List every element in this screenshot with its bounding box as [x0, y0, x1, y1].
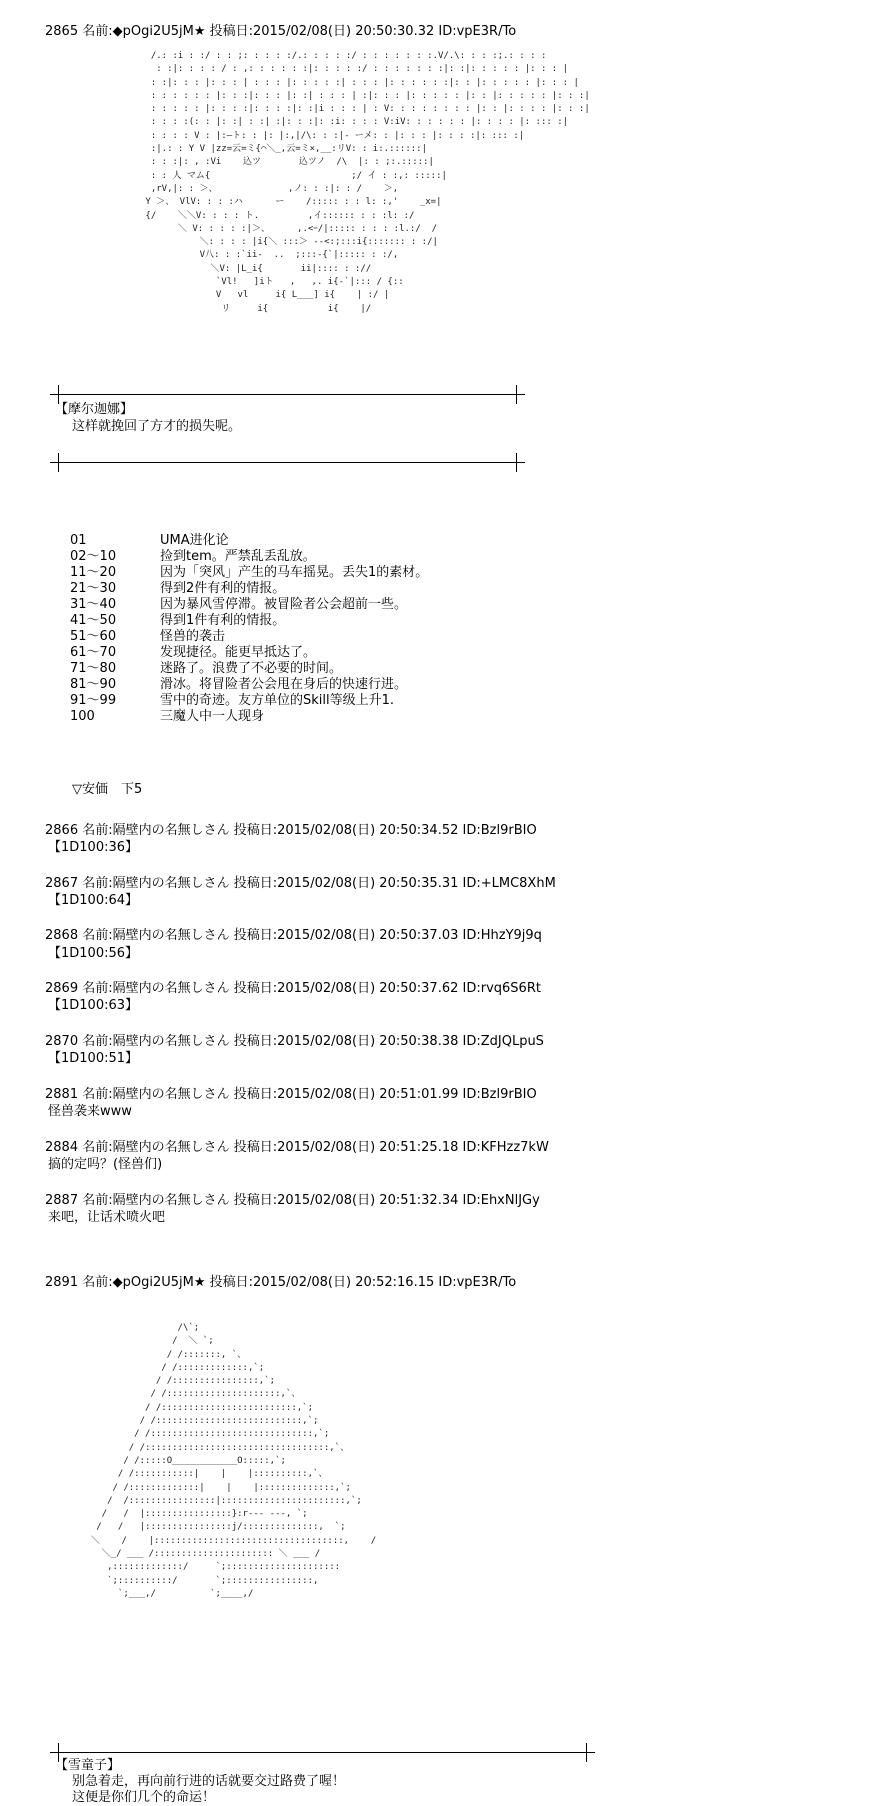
table-row [70, 709, 428, 725]
divider [50, 394, 525, 395]
roll-result-table [70, 533, 428, 725]
reply-body: 来吧，让话术喷火吧 [48, 1210, 166, 1225]
roll-range: 91～99 [70, 693, 117, 708]
table-row [70, 597, 428, 613]
speaker-name: 【摩尔迦娜】 [55, 402, 134, 417]
roll-outcome: 得到1件有利的情报。 [160, 613, 286, 628]
reply-header: 2868 名前:隔壁内の名無しさん 投稿日:2015/02/08(日) 20:50:37.03 ID:HhzY9j9q [45, 928, 542, 943]
roll-range: 41～50 [70, 613, 117, 628]
table-row [70, 677, 428, 693]
roll-outcome: 得到2件有利的情报。 [160, 581, 286, 596]
roll-outcome: 因为「突风」产生的马车摇晃。丢失1的素材。 [160, 565, 429, 580]
speaker-name: 【雪童子】 [55, 1758, 121, 1773]
roll-range: 11～20 [70, 565, 117, 580]
roll-range: 71～80 [70, 661, 117, 676]
speech-text: 别急着走，再向前行进的话就要交过路费了喔！ [72, 1774, 346, 1789]
table-row [70, 629, 428, 645]
reply-body: 【1D100:51】 [48, 1051, 139, 1066]
speech-text: 这样就挽回了方才的损失呢。 [72, 419, 242, 434]
roll-range: 31～40 [70, 597, 117, 612]
reply-body: 【1D100:56】 [48, 946, 139, 961]
divider-tick [586, 1743, 587, 1762]
roll-range: 51～60 [70, 629, 117, 644]
table-row [70, 565, 428, 581]
divider-tick [58, 453, 59, 472]
roll-range: 81～90 [70, 677, 117, 692]
roll-outcome: 滑冰。将冒险者公会甩在身后的快速行进。 [160, 677, 408, 692]
reply-body: 【1D100:36】 [48, 840, 139, 855]
post-header: 2891 名前:◆pOgi2U5jM★ 投稿日:2015/02/08(日) 20:52:16.15 ID:vpE3R/To [45, 1275, 517, 1290]
reply-body: 【1D100:64】 [48, 893, 139, 908]
roll-outcome: 雪中的奇迹。友方单位的Skill等级上升1. [160, 693, 395, 708]
reply-header: 2869 名前:隔壁内の名無しさん 投稿日:2015/02/08(日) 20:50:37.62 ID:rvq6S6Rt [45, 981, 541, 996]
roll-outcome: 发现捷径。能更早抵达了。 [160, 645, 317, 660]
table-row [70, 581, 428, 597]
table-row [70, 533, 428, 549]
roll-outcome: 三魔人中一人现身 [160, 709, 265, 724]
roll-outcome: UMA进化论 [160, 533, 229, 548]
ascii-art-morgiana: /.: :i : :/ : : ;: : : : :/.: : : : :/ : : : : : : :.V/.\: : : :;.: : : : : :|: : : : / : ,: : : : : :|: : : : :/ : : : : : : :|: :|: : : : : |: : : | : :|: : : |: : : | : : : |: : : : :| : : : |: : : : : :|: : |: : : : : |: : : | : : : : : : |: : :|: : : |: :| : : : | :|: : : |: : : : : |: : |: : : : : |: : :| : : : : : |: : : :|: : : :|: :|i : : : | : V: : : : : : : : |: : |: : : : |: : :| : : : :(: : |: :| : :| :|: : :|: :i: : : : V:iV: : : : : : |: : : : |: ::: :| : : : : V : |:―ト: : |: |:,|/\: : :|- ーメ: : |: : : |: : : :|: ::: :| :|.: : Y V |zz=云=ミ{⌒＼_,云=ミ×,__:リV: : i:.::::::| : : :|: , :Vi 込ツ 込ツノ /\ |: : ;:.:::::| : : 人 マム{ ;/ イ : :,: :::::| ,rV,|: : ＞、 ,ノ: : :|: : / ＞, Y ＞、 VlV: : : :ハ ー /::::: : : l: :,' _x=| {/ ＼＼V: : : : ト. ,イ:::::: : : :l: :/ ＼ V: : : : :|＞、 ,.<ｰ/|::::: : : : :l.:/ / ＼: : : : |i{＼ :::＞ --<:;:::i{::::::: : :/| V八: : :`ii- .. ;:::-{`|::::: : :/, ＼V: |L_i{ ii|:::: : :// `Vl! ]iト , ,. i{-`|::: / {:: V vl i{ L___] i{ | :/ | リ i{ i{ |/ [145, 51, 590, 314]
reply-header: 2881 名前:隔壁内の名無しさん 投稿日:2015/02/08(日) 20:51:01.99 ID:Bzl9rBIO [45, 1087, 537, 1102]
roll-range: 100 [70, 709, 95, 724]
reply-header: 2884 名前:隔壁内の名無しさん 投稿日:2015/02/08(日) 20:51:25.18 ID:KFHzz7kW [45, 1140, 549, 1155]
roll-range: 61～70 [70, 645, 117, 660]
anchor-note: ▽安価 下5 [72, 782, 143, 797]
roll-range: 02～10 [70, 549, 117, 564]
divider-tick [516, 385, 517, 404]
divider [50, 462, 525, 463]
table-row [70, 693, 428, 709]
reply-header: 2870 名前:隔壁内の名無しさん 投稿日:2015/02/08(日) 20:50:38.38 ID:ZdJQLpuS [45, 1034, 544, 1049]
reply-body: 怪兽袭来www [48, 1104, 132, 1119]
table-row [70, 613, 428, 629]
post-header: 2865 名前:◆pOgi2U5jM★ 投稿日:2015/02/08(日) 20:50:30.32 ID:vpE3R/To [45, 24, 517, 39]
reply-header: 2866 名前:隔壁内の名無しさん 投稿日:2015/02/08(日) 20:50:34.52 ID:Bzl9rBIO [45, 823, 537, 838]
divider-tick [516, 453, 517, 472]
roll-range: 01 [70, 533, 87, 548]
roll-outcome: 捡到tem。严禁乱丢乱放。 [160, 549, 316, 564]
reply-body: 【1D100:63】 [48, 998, 139, 1013]
reply-header: 2867 名前:隔壁内の名無しさん 投稿日:2015/02/08(日) 20:50:35.31 ID:+LMC8XhM [45, 876, 556, 891]
table-row [70, 645, 428, 661]
reply-body: 搞的定吗？(怪兽们) [48, 1157, 163, 1172]
table-row [70, 661, 428, 677]
ascii-art-snow-child: /\`; / ＼ `; / /:::::::, `、 / /:::::::::::::,`; / /::::::::::::::::,`; / /:::::::::::::::::::::,`、 / /:::::::::::::::::::::::::,`; / /:::::::::::::::::::::::::::,`; / /::::::::::::::::::::::::::::::,`; / /::::::::::::::::::::::::::::::::::,`、 / /:::::O____________O:::::,`; / /:::::::::::| | |::::::::::,`、 / /:::::::::::::| | |::::::::::::::,`; / /::::::::::::::::|:::::::::::::::::::::::,`; / / |::::::::::::::::}:r--- ---, `; / / |::::::::::::::::j/::::::::::::::, `; ＼ / |:::::::::::::::::::::::::::::::::::, / ＼_/ ___ /:::::::::::::::::::::: ＼ ___ / ,:::::::::::::/ `;::::::::::::::::::::: `;::::::::::/ `;::::::::::::::::, `;___,/ `;____,/ [90, 1323, 377, 1599]
reply-header: 2887 名前:隔壁内の名無しさん 投稿日:2015/02/08(日) 20:51:32.34 ID:EhxNlJGy [45, 1193, 540, 1208]
speech-text: 这便是你们几个的命运！ [72, 1790, 216, 1805]
table-row [70, 549, 428, 565]
roll-outcome: 迷路了。浪费了不必要的时间。 [160, 661, 343, 676]
divider [50, 1752, 595, 1753]
roll-range: 21～30 [70, 581, 117, 596]
roll-outcome: 因为暴风雪停滞。被冒险者公会超前一些。 [160, 597, 408, 612]
roll-outcome: 怪兽的袭击 [160, 629, 226, 644]
